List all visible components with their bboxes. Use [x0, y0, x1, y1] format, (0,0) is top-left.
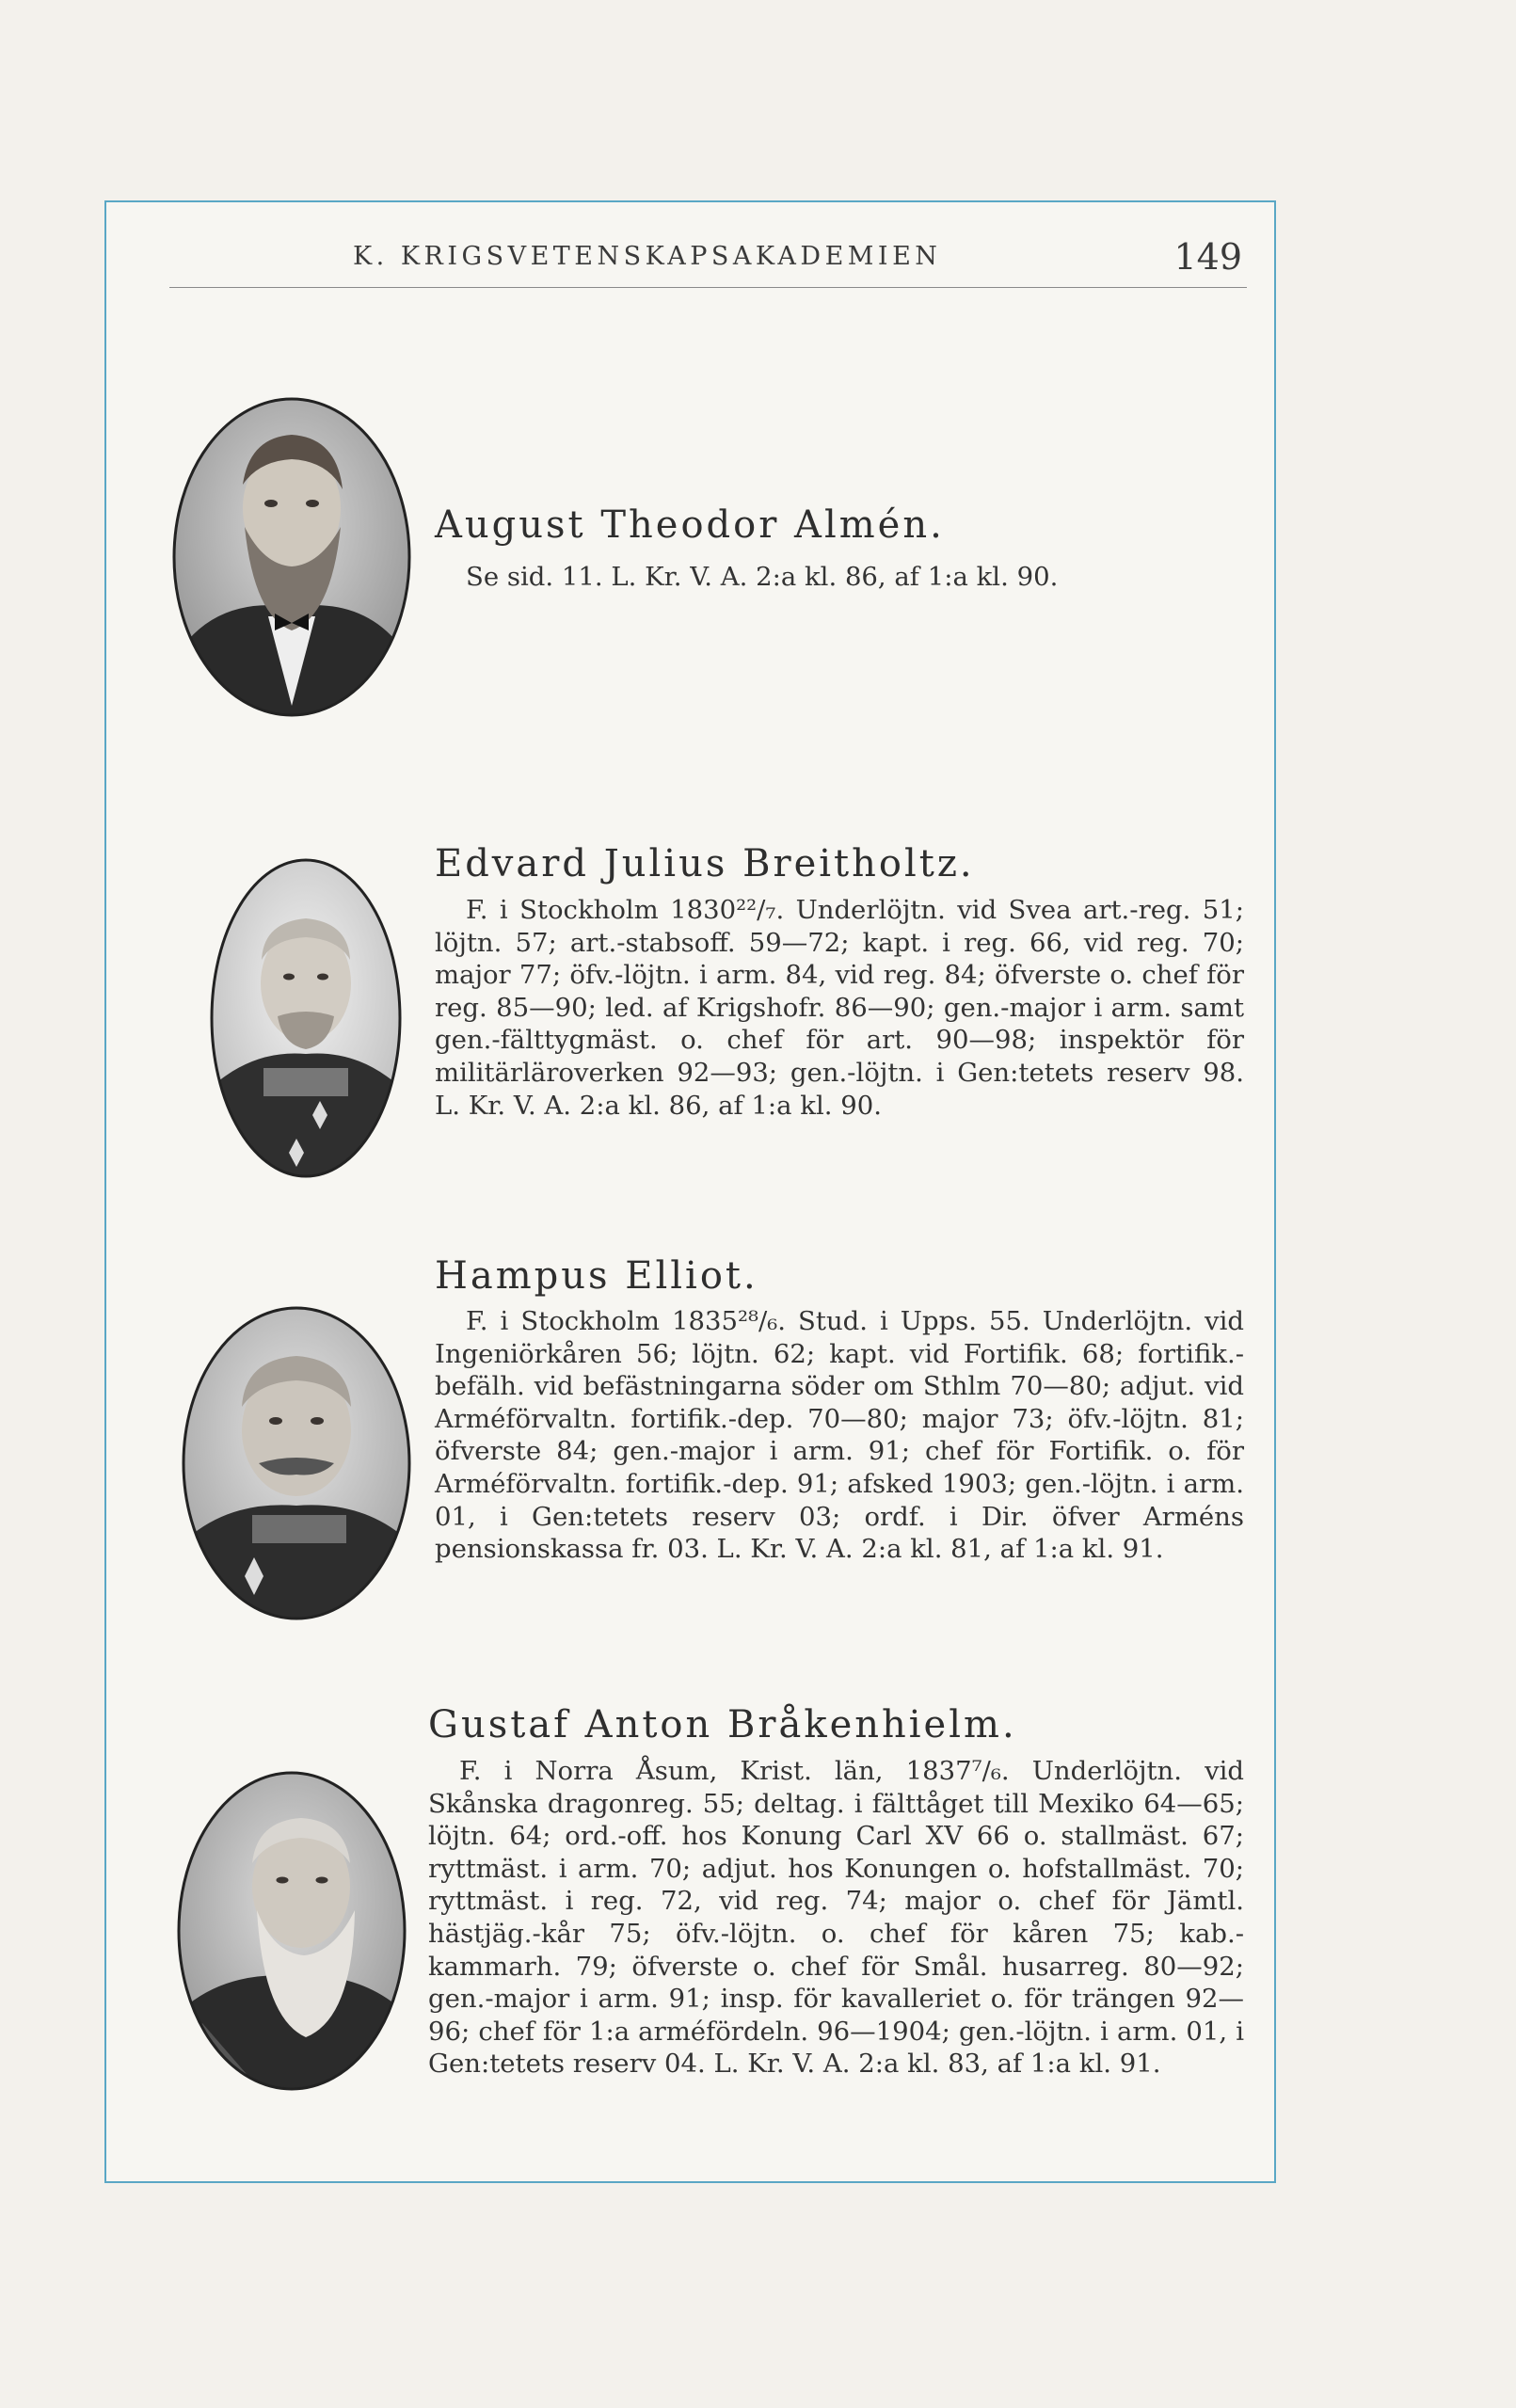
page-number: 149 — [1173, 236, 1242, 278]
header-title: K. KRIGSVETENSKAPSAKADEMIEN — [353, 242, 942, 271]
portrait-breitholtz — [207, 856, 405, 1181]
portrait-brakenhielm — [174, 1769, 409, 2094]
running-header — [169, 236, 1247, 288]
entry-name: Edvard Julius Breitholtz. — [435, 842, 975, 885]
entry-name: August Theodor Almén. — [435, 503, 945, 547]
portrait-elliot — [179, 1303, 414, 1623]
portrait-almen — [169, 395, 414, 720]
entry-text: F. i Stockholm 1830²²/₇. Underlöjtn. vid Svea art.-reg. 51; löjtn. 57; art.-stabsoff. 59—72; kapt. i reg. 66, vid reg. 70; major 77; öfv.-löjtn. i arm. 84, vid reg. 84; öfverste o. chef för reg. 85—90; led. af Krigshofr. 86—90; gen.-major i arm. samt gen.-fälttygmäst. o. chef för art. 90—98; inspektör för militärläroverken 92—93; gen.-löjtn. i Gen:tetets reserv 98. L. Kr. V. A. 2:a kl. 86, af 1:a kl. 90. — [435, 895, 1244, 1121]
entry-name: Gustaf Anton Bråkenhielm. — [428, 1703, 1017, 1746]
entry-text: Se sid. 11. L. Kr. V. A. 2:a kl. 86, af 1:a kl. 90. — [466, 562, 1059, 592]
entry-name: Hampus Elliot. — [435, 1254, 758, 1298]
entry-text: F. i Stockholm 1835²⁸/₆. Stud. i Upps. 55. Underlöjtn. vid Ingeniörkåren 56; löjtn. 62; kapt. vid Fortifik. 68; fortifik.-befälh. vid befästningarna söder om Sthlm 70—80; adjut. vid Arméförvaltn. fortifik.-dep. 70—80; major 73; öfv.-löjtn. 81; öfverste 84; gen.-major i arm. 91; chef för Fortifik. o. för Arméförvaltn. fortifik.-dep. 91; afsked 1903; gen.-löjtn. i arm. 01, i Gen:tetets reserv 03; ordf. i Dir. öfver Arméns pensionskassa fr. 03. L. Kr. V. A. 2:a kl. 81, af 1:a kl. 91. — [435, 1306, 1244, 1565]
entry-text: F. i Norra Åsum, Krist. län, 1837⁷/₆. Underlöjtn. vid Skånska dragonreg. 55; deltag. i fälttåget till Mexiko 64—65; löjtn. 64; ord.-off. hos Konung Carl XV 66 o. stallmäst. 67; ryttmäst. i arm. 70; adjut. hos Konungen o. hofstallmäst. 70; ryttmäst. i reg. 72, vid reg. 74; major o. chef för Jämtl. hästjäg.-kår 75; öfv.-löjtn. o. chef för kåren 75; kab.-kammarh. 79; öfverste o. chef för Smål. husarreg. 80—92; gen.-major i arm. 91; insp. för kavalleriet o. för trängen 92—96; chef för 1:a arméfördeln. 96—1904; gen.-löjtn. i arm. 01, i Gen:tetets reserv 04. L. Kr. V. A. 2:a kl. 83, af 1:a kl. 91. — [428, 1756, 1244, 2080]
